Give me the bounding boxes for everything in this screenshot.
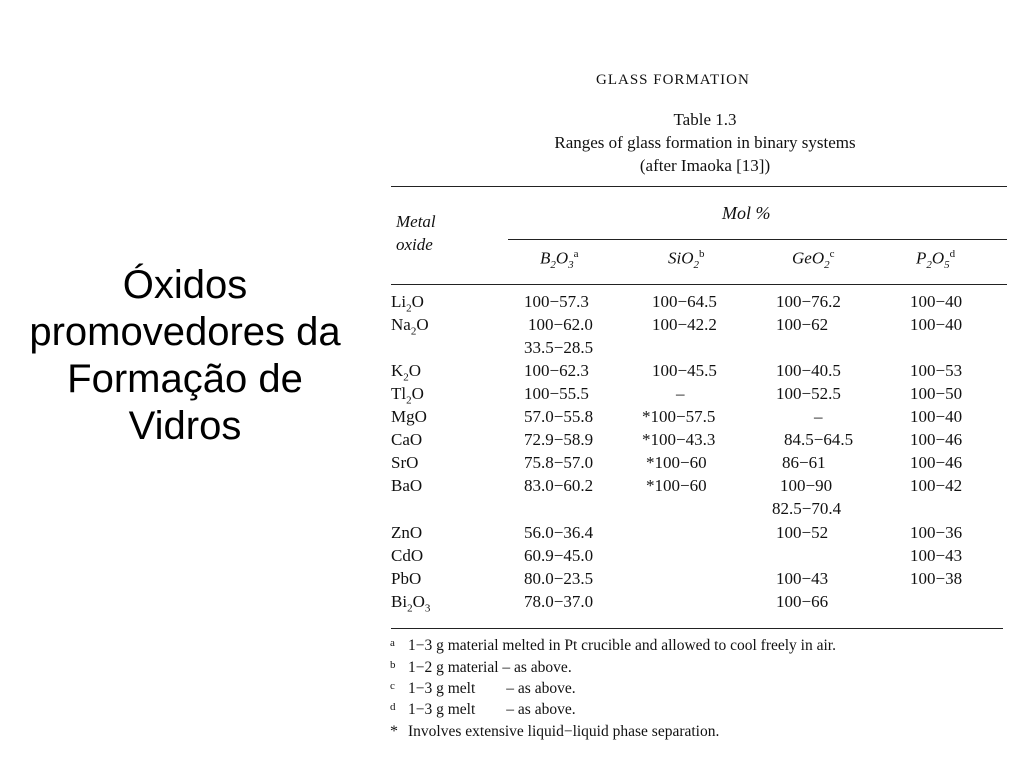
metal-oxide-name: $Na_2O$ <box>391 315 429 338</box>
metal-header-line2: oxide <box>396 235 433 254</box>
table-cell-geo2: 100−40.5 <box>776 361 841 380</box>
page-header: GLASS FORMATION <box>596 72 750 88</box>
metal-oxide-name: CaO <box>391 430 423 449</box>
table-cell-p2o5: 100−46 <box>910 453 963 472</box>
footnote-c: c 1−3 g melt – as above. <box>390 680 576 697</box>
slide-title: Óxidos promovedores da Formação de Vidros <box>29 263 341 448</box>
mol-rule <box>508 239 1007 240</box>
metal-header-line1: Metal <box>396 212 436 231</box>
table-cell-sio2: 100−45.5 <box>652 361 717 380</box>
table-cell-b2o3: 100−62.3 <box>524 361 589 380</box>
metal-oxide-name: CdO <box>391 546 424 565</box>
table-cell-geo2: 100−62 <box>776 315 829 334</box>
table-cell-sio2: 100−64.5 <box>652 292 717 311</box>
table-cell-b2o3: 100−55.5 <box>524 384 589 403</box>
table-cell-b2o3: 56.0−36.4 <box>524 523 594 542</box>
table-cell-p2o5: 100−40 <box>910 407 963 426</box>
table-cell-geo2: 86−61 <box>782 453 826 472</box>
table-cell-sio2: 100−42.2 <box>652 315 717 334</box>
table-cell-sio2: *100−60 <box>646 476 707 495</box>
table-cell-geo2: 100−52.5 <box>776 384 841 403</box>
metal-oxide-name: SrO <box>391 453 419 472</box>
table-cell-geo2: 84.5−64.5 <box>784 430 854 449</box>
table-cell-geo2: 100−43 <box>776 569 829 588</box>
table-cell-p2o5: 100−40 <box>910 315 963 334</box>
table-cell-b2o3: 60.9−45.0 <box>524 546 594 565</box>
table-cell-p2o5: 100−50 <box>910 384 963 403</box>
caption-line-2: (after Imaoka [13]) <box>639 156 771 175</box>
metal-oxide-name: BaO <box>391 476 423 495</box>
metal-oxide-name: $Tl_2O$ <box>391 384 424 407</box>
table-cell-geo2: 82.5−70.4 <box>772 499 842 518</box>
table-cell-b2o3: 33.5−28.5 <box>524 338 594 357</box>
table-cell-p2o5: 100−42 <box>910 476 963 495</box>
footnote-star: * Involves extensive liquid−liquid phase separation. <box>390 723 720 740</box>
caption-line-1: Ranges of glass formation in binary systems <box>554 133 856 152</box>
table-cell-geo2: – <box>814 407 823 426</box>
table-cell-sio2: *100−60 <box>646 453 707 472</box>
table-cell-b2o3: 100−62.0 <box>528 315 593 334</box>
table-cell-p2o5: 100−40 <box>910 292 963 311</box>
table-cell-geo2: 100−52 <box>776 523 829 542</box>
table-cell-p2o5: 100−53 <box>910 361 963 380</box>
table-cell-p2o5: 100−36 <box>910 523 963 542</box>
table-cell-sio2: *100−57.5 <box>642 407 716 426</box>
column-header-sio2: SiO$_2^b$ <box>668 248 705 272</box>
mol-percent-header: Mol % <box>722 203 771 223</box>
table-top-rule <box>391 186 1007 187</box>
table-bottom-rule <box>391 628 1003 629</box>
metal-oxide-name: $Li_2O$ <box>391 292 424 315</box>
metal-oxide-header <box>396 210 436 256</box>
table-cell-p2o5: 100−38 <box>910 569 963 588</box>
header-bottom-rule <box>391 284 1007 285</box>
table-caption <box>500 108 910 177</box>
column-header-b2o3: $B_2O_3^a$ <box>540 248 579 272</box>
table-cell-sio2: – <box>676 384 685 403</box>
table-cell-geo2: 100−66 <box>776 592 829 611</box>
table-cell-b2o3: 72.9−58.9 <box>524 430 594 449</box>
table-cell-sio2: *100−43.3 <box>642 430 716 449</box>
table-number-value: 1.3 <box>715 110 737 129</box>
table-label: Table <box>673 110 711 129</box>
footnote-d: d 1−3 g melt – as above. <box>390 701 576 718</box>
table-cell-b2o3: 83.0−60.2 <box>524 476 594 495</box>
table-cell-b2o3: 78.0−37.0 <box>524 592 594 611</box>
table-cell-geo2: 100−76.2 <box>776 292 841 311</box>
column-header-geo2: GeO$_2^c$ <box>792 248 835 272</box>
metal-oxide-name: PbO <box>391 569 422 588</box>
table-cell-geo2: 100−90 <box>780 476 833 495</box>
table-cell-b2o3: 75.8−57.0 <box>524 453 594 472</box>
column-header-p2o5: $P_2O_5^d$ <box>916 248 956 272</box>
metal-oxide-name: $K_2O$ <box>391 361 422 384</box>
table-cell-b2o3: 100−57.3 <box>524 292 589 311</box>
metal-oxide-name: MgO <box>391 407 427 426</box>
table-cell-p2o5: 100−46 <box>910 430 963 449</box>
table-cell-b2o3: 57.0−55.8 <box>524 407 594 426</box>
metal-oxide-name: $Bi_2O_3$ <box>391 592 431 615</box>
footnote-a: a 1−3 g material melted in Pt crucible and allowed to cool freely in air. <box>390 637 836 654</box>
metal-oxide-name: ZnO <box>391 523 423 542</box>
footnote-b: b 1−2 g material – as above. <box>390 659 572 676</box>
table-cell-b2o3: 80.0−23.5 <box>524 569 594 588</box>
table-number <box>500 108 910 131</box>
table-cell-p2o5: 100−43 <box>910 546 963 565</box>
